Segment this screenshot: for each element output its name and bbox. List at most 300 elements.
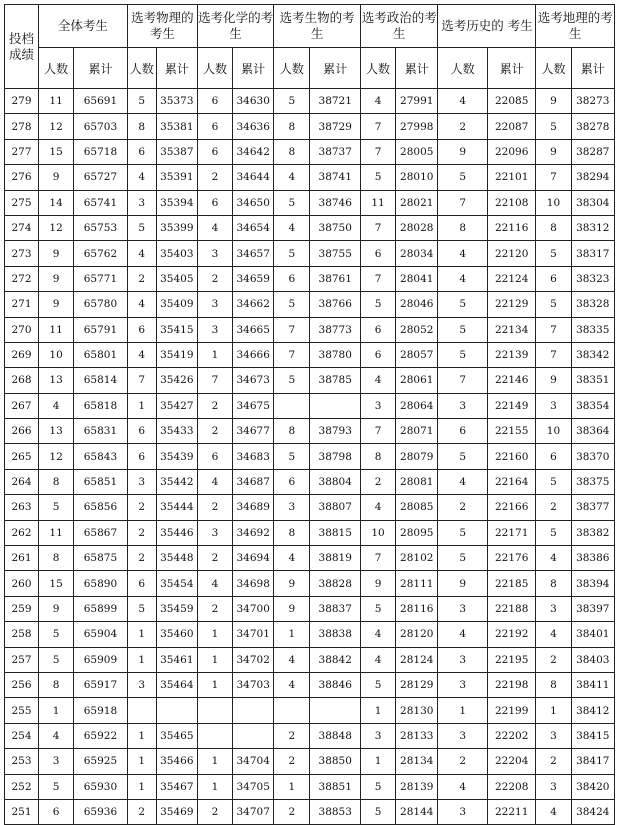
all-cumulative-cell: 65718 (74, 139, 128, 164)
table-row (5, 672, 615, 697)
biology-count-cell: 1 (274, 622, 310, 647)
table-body (5, 89, 615, 825)
politics-count-cell: 11 (361, 190, 396, 215)
score-cell: 268 (5, 368, 39, 393)
all-count-cell: 9 (39, 596, 74, 621)
group-header-all: 全体考生 (39, 5, 128, 48)
all-cumulative-cell: 65851 (74, 469, 128, 494)
history-count-cell: 2 (438, 495, 488, 520)
biology-cumulative-cell: 38773 (310, 317, 361, 342)
politics-count-cell: 7 (361, 266, 396, 291)
table-row (5, 723, 615, 748)
politics-count-cell: 7 (361, 419, 396, 444)
all-count-cell: 8 (39, 672, 74, 697)
all-cumulative-cell: 65791 (74, 317, 128, 342)
history-count-cell: 8 (438, 215, 488, 240)
table-row (5, 596, 615, 621)
physics-count-cell: 8 (127, 114, 156, 139)
geography-count-cell: 9 (536, 368, 571, 393)
politics-count-cell: 7 (361, 546, 396, 571)
biology-cumulative-cell: 38750 (310, 215, 361, 240)
all-count-cell: 9 (39, 165, 74, 190)
geography-cumulative-cell: 38397 (571, 596, 614, 621)
biology-cumulative-cell (310, 393, 361, 418)
biology-count-cell: 9 (274, 571, 310, 596)
politics-count-cell: 3 (361, 723, 396, 748)
all-count-cell: 10 (39, 342, 74, 367)
biology-count-cell: 8 (274, 520, 310, 545)
all-count-cell: 13 (39, 368, 74, 393)
biology-cumulative-cell: 38851 (310, 774, 361, 799)
all-cumulative-cell: 65762 (74, 241, 128, 266)
score-cell: 274 (5, 215, 39, 240)
score-cell: 269 (5, 342, 39, 367)
all-count-cell: 3 (39, 749, 74, 774)
history-cumulative-cell: 22101 (487, 165, 536, 190)
history-count-cell: 4 (438, 469, 488, 494)
politics-count-cell: 5 (361, 292, 396, 317)
all-cumulative-cell: 65922 (74, 723, 128, 748)
geography-cumulative-cell: 38273 (571, 89, 614, 114)
politics-cumulative-cell: 28095 (396, 520, 438, 545)
history-count-cell: 5 (438, 444, 488, 469)
physics-cumulative-cell: 35444 (156, 495, 197, 520)
physics-cumulative-cell: 35419 (156, 342, 197, 367)
table-row (5, 241, 615, 266)
history-cumulative-cell: 22149 (487, 393, 536, 418)
politics-count-cell: 4 (361, 647, 396, 672)
all-cumulative-cell: 65831 (74, 419, 128, 444)
chemistry-cumulative-cell: 34657 (233, 241, 274, 266)
table-row (5, 266, 615, 291)
chemistry-cumulative-cell: 34636 (233, 114, 274, 139)
geography-cumulative-cell: 38323 (571, 266, 614, 291)
chemistry-cumulative-cell: 34692 (233, 520, 274, 545)
chemistry-cumulative-cell: 34705 (233, 774, 274, 799)
physics-count-cell: 1 (127, 723, 156, 748)
geography-cumulative-cell: 38417 (571, 749, 614, 774)
geography-cumulative-cell: 38328 (571, 292, 614, 317)
chemistry-count-cell: 2 (197, 546, 232, 571)
geography-count-cell: 5 (536, 292, 571, 317)
politics-cumulative-cell: 28041 (396, 266, 438, 291)
history-cumulative-cell: 22146 (487, 368, 536, 393)
cumulative-header: 累计 (310, 48, 361, 89)
history-count-cell: 4 (438, 774, 488, 799)
all-count-cell: 12 (39, 444, 74, 469)
geography-count-cell: 9 (536, 139, 571, 164)
table-row (5, 190, 615, 215)
count-header: 人数 (197, 48, 232, 89)
biology-count-cell: 9 (274, 596, 310, 621)
geography-cumulative-cell: 38342 (571, 342, 614, 367)
physics-cumulative-cell: 35469 (156, 799, 197, 824)
history-cumulative-cell: 22155 (487, 419, 536, 444)
table-row (5, 89, 615, 114)
chemistry-count-cell: 1 (197, 622, 232, 647)
politics-cumulative-cell: 28064 (396, 393, 438, 418)
physics-cumulative-cell: 35466 (156, 749, 197, 774)
biology-cumulative-cell: 38780 (310, 342, 361, 367)
table-row (5, 165, 615, 190)
all-count-cell: 12 (39, 215, 74, 240)
score-cell: 275 (5, 190, 39, 215)
politics-count-cell: 7 (361, 215, 396, 240)
history-count-cell: 9 (438, 571, 488, 596)
history-count-cell: 5 (438, 292, 488, 317)
all-cumulative-cell: 65925 (74, 749, 128, 774)
politics-cumulative-cell: 28081 (396, 469, 438, 494)
score-cell: 272 (5, 266, 39, 291)
cumulative-header: 累计 (233, 48, 274, 89)
physics-cumulative-cell: 35387 (156, 139, 197, 164)
chemistry-cumulative-cell: 34704 (233, 749, 274, 774)
chemistry-count-cell: 6 (197, 444, 232, 469)
geography-cumulative-cell: 38412 (571, 698, 614, 723)
biology-count-cell: 2 (274, 723, 310, 748)
history-cumulative-cell: 22139 (487, 342, 536, 367)
score-cell: 270 (5, 317, 39, 342)
biology-count-cell (274, 698, 310, 723)
chemistry-cumulative-cell: 34659 (233, 266, 274, 291)
history-cumulative-cell: 22124 (487, 266, 536, 291)
physics-count-cell: 4 (127, 165, 156, 190)
politics-count-cell: 3 (361, 393, 396, 418)
physics-count-cell: 6 (127, 419, 156, 444)
politics-cumulative-cell: 28061 (396, 368, 438, 393)
chemistry-count-cell: 3 (197, 292, 232, 317)
biology-cumulative-cell: 38837 (310, 596, 361, 621)
score-cell: 251 (5, 799, 39, 824)
chemistry-cumulative-cell (233, 723, 274, 748)
chemistry-count-cell: 7 (197, 368, 232, 393)
chemistry-count-cell: 6 (197, 139, 232, 164)
all-cumulative-cell: 65753 (74, 215, 128, 240)
score-cell: 254 (5, 723, 39, 748)
history-cumulative-cell: 22108 (487, 190, 536, 215)
cumulative-header: 累计 (487, 48, 536, 89)
history-count-cell: 1 (438, 698, 488, 723)
biology-cumulative-cell: 38766 (310, 292, 361, 317)
geography-cumulative-cell: 38401 (571, 622, 614, 647)
physics-count-cell (127, 698, 156, 723)
score-cell: 273 (5, 241, 39, 266)
history-count-cell: 4 (438, 241, 488, 266)
geography-cumulative-cell: 38424 (571, 799, 614, 824)
history-count-cell: 3 (438, 672, 488, 697)
politics-cumulative-cell: 28079 (396, 444, 438, 469)
politics-count-cell: 4 (361, 622, 396, 647)
politics-cumulative-cell: 28085 (396, 495, 438, 520)
table-row (5, 799, 615, 824)
score-cell: 255 (5, 698, 39, 723)
all-cumulative-cell: 65691 (74, 89, 128, 114)
geography-count-cell: 10 (536, 419, 571, 444)
geography-cumulative-cell: 38312 (571, 215, 614, 240)
chemistry-cumulative-cell: 34687 (233, 469, 274, 494)
biology-count-cell: 5 (274, 368, 310, 393)
physics-count-cell: 4 (127, 342, 156, 367)
group-header-biology: 选考生物的考生 (274, 5, 361, 48)
history-cumulative-cell: 22188 (487, 596, 536, 621)
group-header-physics: 选考物理的考生 (127, 5, 197, 48)
politics-cumulative-cell: 28130 (396, 698, 438, 723)
score-column-header: 投档成绩 (5, 5, 39, 89)
chemistry-count-cell: 1 (197, 672, 232, 697)
group-header-history: 选考历史的 考生 (438, 5, 536, 48)
all-cumulative-cell: 65814 (74, 368, 128, 393)
biology-count-cell: 6 (274, 469, 310, 494)
geography-count-cell: 8 (536, 215, 571, 240)
biology-count-cell: 3 (274, 495, 310, 520)
biology-cumulative-cell: 38729 (310, 114, 361, 139)
all-count-cell: 9 (39, 292, 74, 317)
score-cell: 252 (5, 774, 39, 799)
table-row (5, 749, 615, 774)
score-cell: 266 (5, 419, 39, 444)
chemistry-cumulative-cell: 34703 (233, 672, 274, 697)
chemistry-count-cell: 2 (197, 596, 232, 621)
physics-cumulative-cell: 35391 (156, 165, 197, 190)
biology-cumulative-cell: 38755 (310, 241, 361, 266)
chemistry-cumulative-cell: 34689 (233, 495, 274, 520)
history-cumulative-cell: 22198 (487, 672, 536, 697)
history-cumulative-cell: 22202 (487, 723, 536, 748)
chemistry-count-cell (197, 723, 232, 748)
table-row (5, 495, 615, 520)
geography-cumulative-cell: 38382 (571, 520, 614, 545)
physics-count-cell: 4 (127, 292, 156, 317)
chemistry-count-cell: 2 (197, 165, 232, 190)
politics-cumulative-cell: 28071 (396, 419, 438, 444)
physics-cumulative-cell: 35439 (156, 444, 197, 469)
politics-cumulative-cell: 27991 (396, 89, 438, 114)
table-row (5, 317, 615, 342)
all-count-cell: 4 (39, 723, 74, 748)
cumulative-header: 累计 (571, 48, 614, 89)
physics-count-cell: 2 (127, 546, 156, 571)
biology-count-cell: 8 (274, 419, 310, 444)
group-header-chemistry: 选考化学的考生 (197, 5, 273, 48)
politics-cumulative-cell: 27998 (396, 114, 438, 139)
chemistry-cumulative-cell: 34644 (233, 165, 274, 190)
politics-cumulative-cell: 28129 (396, 672, 438, 697)
group-header-politics: 选考政治的考生 (361, 5, 438, 48)
biology-cumulative-cell: 38785 (310, 368, 361, 393)
table-row (5, 698, 615, 723)
history-cumulative-cell: 22160 (487, 444, 536, 469)
count-header: 人数 (361, 48, 396, 89)
physics-cumulative-cell: 35467 (156, 774, 197, 799)
chemistry-count-cell: 3 (197, 317, 232, 342)
physics-count-cell: 2 (127, 799, 156, 824)
chemistry-count-cell: 3 (197, 241, 232, 266)
physics-count-cell: 5 (127, 215, 156, 240)
chemistry-cumulative-cell (233, 698, 274, 723)
history-count-cell: 7 (438, 368, 488, 393)
all-count-cell: 9 (39, 266, 74, 291)
history-count-cell: 2 (438, 749, 488, 774)
table-row (5, 215, 615, 240)
score-cell: 262 (5, 520, 39, 545)
geography-count-cell: 3 (536, 774, 571, 799)
chemistry-count-cell (197, 698, 232, 723)
geography-cumulative-cell: 38403 (571, 647, 614, 672)
score-cell: 264 (5, 469, 39, 494)
history-cumulative-cell: 22129 (487, 292, 536, 317)
politics-count-cell: 5 (361, 774, 396, 799)
history-count-cell: 5 (438, 520, 488, 545)
politics-cumulative-cell: 28139 (396, 774, 438, 799)
geography-cumulative-cell: 38377 (571, 495, 614, 520)
politics-count-cell: 5 (361, 799, 396, 824)
score-cell: 260 (5, 571, 39, 596)
table-row (5, 393, 615, 418)
all-count-cell: 9 (39, 241, 74, 266)
biology-count-cell: 4 (274, 165, 310, 190)
politics-count-cell: 9 (361, 571, 396, 596)
biology-count-cell: 5 (274, 292, 310, 317)
chemistry-cumulative-cell: 34666 (233, 342, 274, 367)
cumulative-header: 累计 (156, 48, 197, 89)
geography-count-cell: 7 (536, 317, 571, 342)
biology-count-cell: 2 (274, 799, 310, 824)
table-row (5, 469, 615, 494)
chemistry-count-cell: 1 (197, 342, 232, 367)
history-cumulative-cell: 22087 (487, 114, 536, 139)
biology-count-cell: 7 (274, 317, 310, 342)
biology-count-cell: 4 (274, 215, 310, 240)
geography-count-cell: 7 (536, 165, 571, 190)
all-count-cell: 4 (39, 393, 74, 418)
physics-count-cell: 6 (127, 139, 156, 164)
geography-cumulative-cell: 38375 (571, 469, 614, 494)
table-row (5, 292, 615, 317)
table-row (5, 647, 615, 672)
table-row (5, 419, 615, 444)
physics-cumulative-cell: 35426 (156, 368, 197, 393)
biology-count-cell: 5 (274, 444, 310, 469)
biology-cumulative-cell: 38746 (310, 190, 361, 215)
politics-count-cell: 1 (361, 698, 396, 723)
politics-count-cell: 5 (361, 672, 396, 697)
geography-cumulative-cell: 38287 (571, 139, 614, 164)
politics-cumulative-cell: 28120 (396, 622, 438, 647)
chemistry-count-cell: 4 (197, 469, 232, 494)
biology-cumulative-cell: 38819 (310, 546, 361, 571)
cumulative-header: 累计 (74, 48, 128, 89)
politics-cumulative-cell: 28034 (396, 241, 438, 266)
physics-count-cell: 2 (127, 266, 156, 291)
geography-count-cell: 5 (536, 520, 571, 545)
biology-count-cell: 5 (274, 89, 310, 114)
history-count-cell: 3 (438, 723, 488, 748)
history-cumulative-cell: 22192 (487, 622, 536, 647)
history-cumulative-cell: 22195 (487, 647, 536, 672)
geography-count-cell: 1 (536, 698, 571, 723)
chemistry-count-cell: 6 (197, 190, 232, 215)
physics-count-cell: 5 (127, 89, 156, 114)
biology-count-cell: 7 (274, 342, 310, 367)
physics-cumulative-cell: 35409 (156, 292, 197, 317)
all-cumulative-cell: 65741 (74, 190, 128, 215)
all-count-cell: 8 (39, 469, 74, 494)
geography-count-cell: 8 (536, 571, 571, 596)
geography-cumulative-cell: 38386 (571, 546, 614, 571)
chemistry-cumulative-cell: 34662 (233, 292, 274, 317)
physics-count-cell: 7 (127, 368, 156, 393)
all-count-cell: 11 (39, 520, 74, 545)
table-row (5, 368, 615, 393)
table-row (5, 114, 615, 139)
physics-count-cell: 6 (127, 317, 156, 342)
politics-cumulative-cell: 28010 (396, 165, 438, 190)
politics-cumulative-cell: 28021 (396, 190, 438, 215)
physics-cumulative-cell: 35399 (156, 215, 197, 240)
physics-cumulative-cell: 35381 (156, 114, 197, 139)
biology-cumulative-cell (310, 698, 361, 723)
physics-count-cell: 2 (127, 495, 156, 520)
geography-cumulative-cell: 38370 (571, 444, 614, 469)
score-cell: 256 (5, 672, 39, 697)
physics-count-cell: 1 (127, 774, 156, 799)
chemistry-cumulative-cell: 34630 (233, 89, 274, 114)
group-header-geography: 选考地理的考生 (536, 5, 615, 48)
chemistry-count-cell: 2 (197, 495, 232, 520)
politics-count-cell: 4 (361, 89, 396, 114)
count-header: 人数 (536, 48, 571, 89)
score-table-container (4, 4, 615, 825)
chemistry-cumulative-cell: 34675 (233, 393, 274, 418)
history-cumulative-cell: 22166 (487, 495, 536, 520)
history-count-cell: 6 (438, 419, 488, 444)
biology-count-cell: 8 (274, 114, 310, 139)
biology-count-cell: 5 (274, 190, 310, 215)
politics-count-cell: 7 (361, 139, 396, 164)
physics-cumulative-cell: 35405 (156, 266, 197, 291)
geography-count-cell: 2 (536, 749, 571, 774)
biology-cumulative-cell: 38853 (310, 799, 361, 824)
chemistry-count-cell: 2 (197, 393, 232, 418)
geography-count-cell: 3 (536, 596, 571, 621)
count-header: 人数 (39, 48, 74, 89)
chemistry-cumulative-cell: 34665 (233, 317, 274, 342)
chemistry-cumulative-cell: 34694 (233, 546, 274, 571)
chemistry-count-cell: 6 (197, 89, 232, 114)
politics-count-cell: 10 (361, 520, 396, 545)
chemistry-count-cell: 4 (197, 571, 232, 596)
chemistry-count-cell: 1 (197, 647, 232, 672)
physics-cumulative-cell: 35433 (156, 419, 197, 444)
politics-cumulative-cell: 28144 (396, 799, 438, 824)
geography-cumulative-cell: 38278 (571, 114, 614, 139)
table-row (5, 520, 615, 545)
geography-cumulative-cell: 38354 (571, 393, 614, 418)
geography-cumulative-cell: 38335 (571, 317, 614, 342)
biology-count-cell (274, 393, 310, 418)
history-cumulative-cell: 22176 (487, 546, 536, 571)
physics-cumulative-cell: 35394 (156, 190, 197, 215)
biology-cumulative-cell: 38804 (310, 469, 361, 494)
all-count-cell: 8 (39, 546, 74, 571)
physics-count-cell: 6 (127, 571, 156, 596)
score-cell: 265 (5, 444, 39, 469)
history-count-cell: 4 (438, 622, 488, 647)
geography-count-cell: 7 (536, 342, 571, 367)
geography-count-cell: 10 (536, 190, 571, 215)
geography-cumulative-cell: 38364 (571, 419, 614, 444)
chemistry-count-cell: 2 (197, 266, 232, 291)
